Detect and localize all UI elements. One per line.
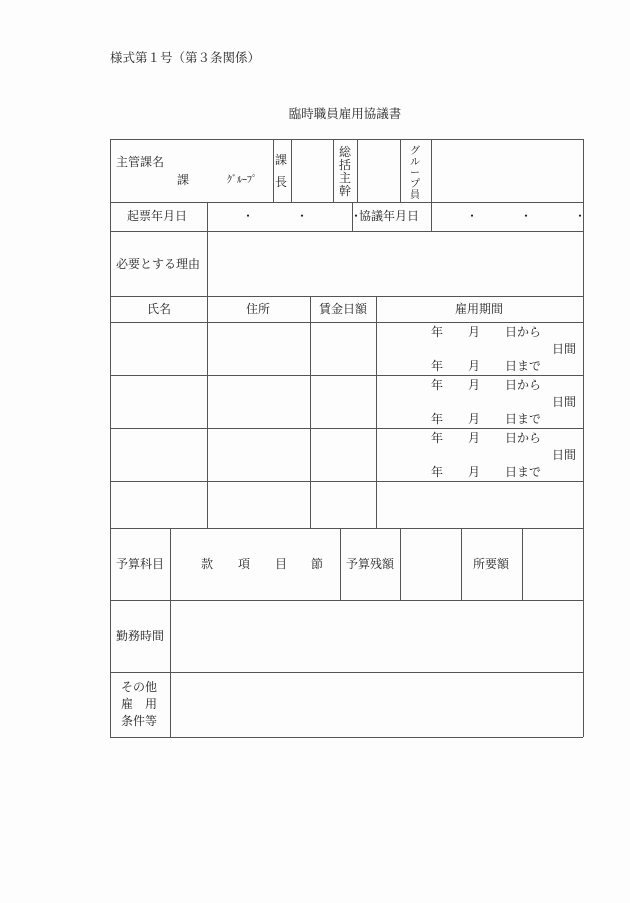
required-field[interactable] <box>523 529 583 600</box>
wage-field[interactable] <box>311 323 376 375</box>
dept-label: 主管課名 <box>116 155 165 169</box>
budget-label: 予算科目 <box>116 557 165 571</box>
header-name: 氏名 <box>147 302 172 316</box>
divider <box>110 296 583 297</box>
name-field[interactable] <box>111 323 207 375</box>
budget-kan: 款 <box>201 557 214 571</box>
period-to-day: 日まで <box>505 359 542 373</box>
header-period: 雇用期間 <box>455 302 504 316</box>
divider <box>110 202 583 203</box>
period-from-day: 日から <box>505 325 542 339</box>
header-wage: 賃金日額 <box>319 302 368 316</box>
other-label-3: 条件等 <box>121 714 158 728</box>
other-label-1: その他 <box>121 680 158 694</box>
period-to-day: 日まで <box>505 465 542 479</box>
period-field[interactable] <box>377 482 583 528</box>
address-field[interactable] <box>208 323 310 375</box>
period-to-month: 月 <box>468 465 481 479</box>
wage-field[interactable] <box>311 429 376 481</box>
divider <box>110 528 583 529</box>
kacho-label-2: 長 <box>275 175 288 189</box>
group-member-seal-box[interactable] <box>432 140 583 202</box>
period-to-day: 日まで <box>505 412 542 426</box>
period-to-year: 年 <box>431 465 444 479</box>
divider <box>207 202 208 231</box>
group-member-label: グループ員 <box>410 146 420 201</box>
wage-field[interactable] <box>311 482 376 528</box>
period-from-year: 年 <box>431 378 444 392</box>
wage-field[interactable] <box>311 376 376 428</box>
consult-date-field[interactable]: ・ ・ ・ <box>466 209 593 223</box>
draft-date-field[interactable]: ・ ・ ・ <box>242 209 369 223</box>
budget-moku: 目 <box>275 557 288 571</box>
address-field[interactable] <box>208 429 310 481</box>
ka-label: 課 <box>177 173 190 187</box>
address-field[interactable] <box>208 482 310 528</box>
page-title: 臨時職員雇用協議書 <box>288 106 402 121</box>
budget-setsu: 節 <box>311 557 324 571</box>
divider <box>461 528 462 600</box>
period-to-year: 年 <box>431 359 444 373</box>
budget-kou: 項 <box>238 557 251 571</box>
name-field[interactable] <box>111 376 207 428</box>
kacho-label-1: 課 <box>275 153 288 167</box>
group-name-field[interactable] <box>231 172 271 192</box>
period-days: 日間 <box>552 448 577 462</box>
work-hours-label: 勤務時間 <box>116 629 165 643</box>
period-from-month: 月 <box>468 431 481 445</box>
divider <box>583 139 584 737</box>
period-from-year: 年 <box>431 325 444 339</box>
group-label: ｸﾞﾙｰﾌﾟ <box>227 175 257 186</box>
remaining-field[interactable] <box>401 529 461 600</box>
divider <box>273 139 274 202</box>
divider <box>333 139 334 202</box>
sokatsu-seal-box[interactable] <box>358 140 400 202</box>
divider <box>110 737 583 738</box>
divider <box>340 528 341 600</box>
period-to-year: 年 <box>431 412 444 426</box>
divider <box>400 139 401 202</box>
period-from-month: 月 <box>468 325 481 339</box>
period-days: 日間 <box>552 342 577 356</box>
period-from-year: 年 <box>431 431 444 445</box>
period-from-day: 日から <box>505 431 542 445</box>
name-field[interactable] <box>111 429 207 481</box>
form-id: 様式第１号（第３条関係） <box>110 50 261 65</box>
address-field[interactable] <box>208 376 310 428</box>
dept-name-field[interactable] <box>195 172 223 192</box>
required-label: 所要額 <box>473 557 510 571</box>
period-from-day: 日から <box>505 378 542 392</box>
divider <box>431 202 432 231</box>
draft-date-label: 起票年月日 <box>127 209 188 223</box>
sokatsu-label: 総括主幹 <box>338 145 351 198</box>
consult-date-label: 協議年月日 <box>359 209 420 223</box>
other-conditions-field[interactable] <box>171 673 583 737</box>
work-hours-field[interactable] <box>171 601 583 672</box>
period-days: 日間 <box>552 395 577 409</box>
kacho-seal-box[interactable] <box>292 140 333 202</box>
period-to-month: 月 <box>468 359 481 373</box>
period-from-month: 月 <box>468 378 481 392</box>
remaining-label: 予算残額 <box>346 557 395 571</box>
period-to-month: 月 <box>468 412 481 426</box>
reason-field[interactable] <box>208 232 583 296</box>
name-field[interactable] <box>111 482 207 528</box>
header-address: 住所 <box>246 302 271 316</box>
other-label-2: 雇 用 <box>121 697 158 711</box>
reason-label: 必要とする理由 <box>116 257 201 271</box>
